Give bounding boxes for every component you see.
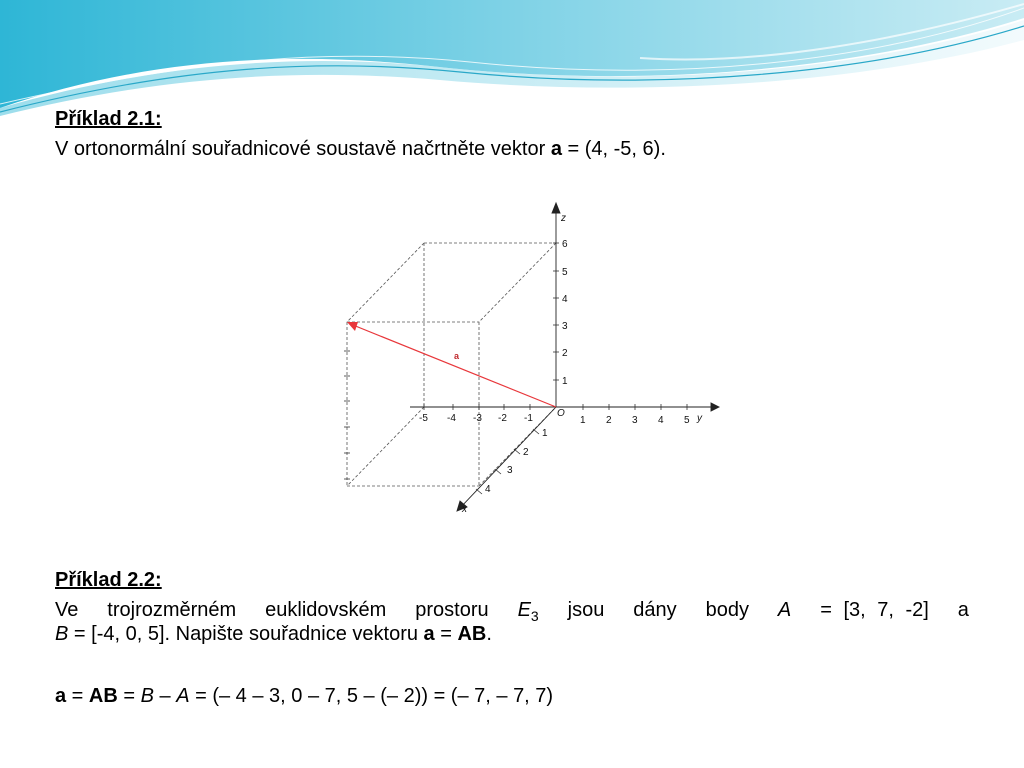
space-symbol: E [517, 599, 531, 621]
example-2-1-heading: Příklad 2.1: [55, 108, 162, 130]
x-tick [495, 469, 501, 474]
z-tick-label: 3 [562, 321, 568, 332]
word: dány [633, 599, 677, 621]
y-tick-label: -5 [419, 413, 428, 424]
word: jsou [567, 599, 605, 621]
x-tick [514, 449, 520, 454]
minus-sign: – [153, 685, 177, 707]
example-2-2-heading: Příklad 2.2: [55, 569, 162, 591]
point-a: A [777, 599, 792, 621]
equals-sign: = [434, 623, 458, 645]
point-b: B [55, 623, 69, 645]
x-tick-label: 3 [507, 465, 513, 476]
vector-a-symbol: a [55, 685, 67, 707]
point-b-coordinates-text: = [-4, 0, 5]. Napište souřadnice vektoru [68, 623, 424, 645]
y-tick-label: 2 [606, 415, 612, 426]
z-tick-label: 1 [562, 376, 568, 387]
equals-sign: = [66, 685, 89, 707]
vector-a-label: a [454, 351, 460, 361]
z-tick-label: 6 [562, 239, 568, 250]
z-tick-label: 4 [562, 294, 568, 305]
example-2-1-text-before: V ortonormální souřadnicové soustavě načrtněte vektor [55, 138, 551, 160]
vector-a-arrowhead [347, 322, 358, 331]
word: prostoru [415, 599, 489, 621]
y-tick-label: -3 [473, 413, 482, 424]
vector-diagram [327, 191, 721, 529]
space-e3 [518, 598, 539, 628]
space-subscript: 3 [530, 608, 539, 624]
x-tick [533, 429, 539, 434]
z-tick-label: 2 [562, 348, 568, 359]
y-tick-label: 1 [580, 415, 586, 426]
vector-a-symbol: a [423, 623, 435, 645]
y-tick-label: -1 [524, 413, 533, 424]
conjunction: a [957, 599, 969, 621]
word: euklidovském [265, 599, 387, 621]
word: body [705, 599, 749, 621]
x-tick [476, 489, 482, 494]
vector-ab-symbol: AB [88, 685, 118, 707]
vector-diagram-svg [327, 191, 721, 529]
vector-ab-symbol: AB [457, 623, 487, 645]
y-tick-label: 3 [632, 415, 638, 426]
z-tick-label: 5 [562, 267, 568, 278]
word: trojrozměrném [107, 599, 237, 621]
vector-a-line [353, 325, 556, 407]
word: Ve [55, 599, 79, 621]
x-tick-label: 2 [523, 447, 529, 458]
point-b: B [140, 685, 154, 707]
x-tick-label: 1 [542, 428, 548, 439]
point-a-coordinates: = [3, 7, -2] [820, 599, 929, 621]
solution-line [55, 684, 553, 708]
header-wave-decoration [0, 0, 1024, 120]
y-tick-label: -2 [498, 413, 507, 424]
origin-label: O [557, 408, 565, 419]
guide-line [479, 243, 556, 322]
y-axis-label: y [697, 413, 702, 424]
y-tick-label: 5 [684, 415, 690, 426]
equals-sign: = [117, 685, 141, 707]
guide-line [347, 407, 424, 486]
example-2-2-line-2 [55, 622, 492, 646]
solution-computation: = (– 4 – 3, 0 – 7, 5 – (– 2)) = (– 7, – 7, 7) [189, 685, 554, 707]
example-2-1-text-after: = (4, -5, 6). [561, 138, 666, 160]
z-axis-label: z [561, 213, 566, 224]
y-tick-label: -4 [447, 413, 456, 424]
x-axis-label: x [462, 504, 467, 515]
z-axis-arrow [552, 203, 560, 213]
point-a: A [176, 685, 190, 707]
guide-line [347, 243, 424, 322]
period: . [486, 623, 492, 645]
y-axis-arrow [711, 403, 719, 411]
example-2-1-text [55, 137, 666, 161]
x-tick-label: 4 [485, 484, 491, 495]
y-tick-label: 4 [658, 415, 664, 426]
vector-a-symbol: a [550, 138, 562, 160]
